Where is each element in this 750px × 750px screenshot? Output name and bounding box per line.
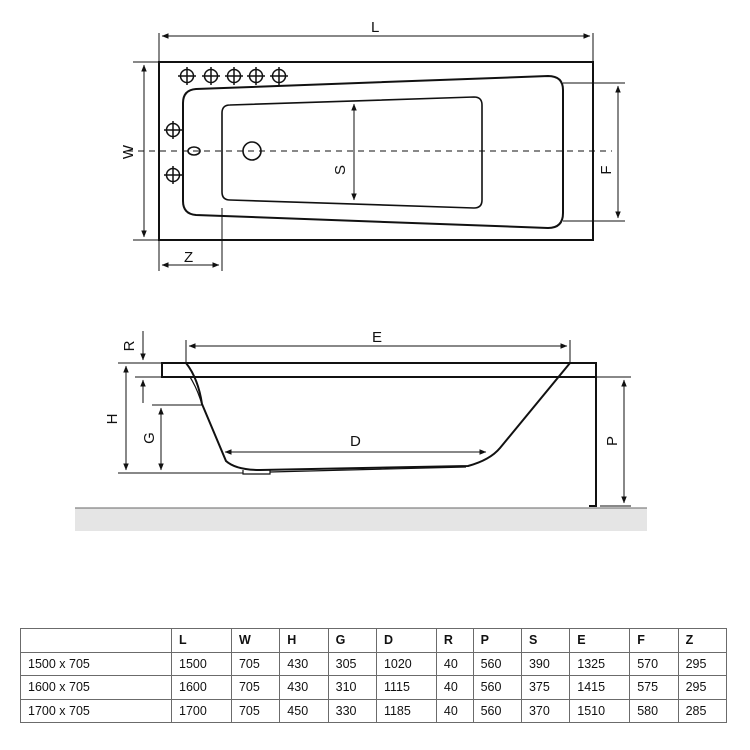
table-cell: 295 [678,676,726,700]
tap-hole-icon [178,67,196,85]
table-cell: 1325 [570,652,630,676]
dimension-l [159,33,593,62]
table-cell: 705 [231,699,279,723]
tap-hole-icon [202,67,220,85]
table-cell: 705 [231,652,279,676]
table-cell: 1185 [376,699,436,723]
dimension-g [152,405,202,470]
table-cell: 580 [630,699,678,723]
table-cell: 330 [328,699,376,723]
table-header-cell: W [231,629,279,653]
table-cell: 1020 [376,652,436,676]
table-header-cell: P [473,629,521,653]
table-cell: 1700 x 705 [21,699,172,723]
dimension-r [135,331,162,403]
table-cell: 305 [328,652,376,676]
table-header-cell: R [436,629,473,653]
label-s: S [332,164,349,176]
table-row [21,676,727,700]
table-header-cell: Z [678,629,726,653]
dimensions-table [20,628,727,723]
table-cell: 560 [473,652,521,676]
table-header-cell: F [630,629,678,653]
top-view [127,33,625,271]
table-cell: 1600 x 705 [21,676,172,700]
floor-surface [75,508,647,531]
table-cell: 560 [473,676,521,700]
table-cell: 1600 [172,676,232,700]
table-cell: 1700 [172,699,232,723]
table-header-cell: H [280,629,328,653]
table-header-cell: D [376,629,436,653]
table-cell: 40 [436,676,473,700]
table-cell: 375 [521,676,569,700]
table-cell: 295 [678,652,726,676]
table-cell: 430 [280,676,328,700]
front-panel [589,377,596,506]
table-row [21,699,727,723]
tub-rim-side [162,363,596,377]
label-w: W [120,144,137,160]
tap-hole-icon [164,166,182,184]
label-p: P [604,435,621,447]
table-row [21,652,727,676]
label-g: G [141,432,158,444]
table-cell: 560 [473,699,521,723]
label-f: F [598,165,615,175]
tap-holes-row [178,67,288,85]
label-l: L [371,19,380,36]
label-h: H [104,413,121,425]
label-r: R [121,340,138,352]
table-header-cell: E [570,629,630,653]
table-cell: 40 [436,652,473,676]
table-header-cell [21,629,172,653]
table-cell: 390 [521,652,569,676]
table-cell: 1115 [376,676,436,700]
label-e: E [372,329,383,346]
tub-body-side [186,363,570,470]
table-cell: 310 [328,676,376,700]
table-header-cell: L [172,629,232,653]
tap-hole-icon [164,121,182,139]
table-cell: 1500 [172,652,232,676]
table-cell: 430 [280,652,328,676]
table-cell: 1510 [570,699,630,723]
side-view-labels [104,329,621,450]
table-cell: 285 [678,699,726,723]
table-cell: 570 [630,652,678,676]
tap-hole-icon [225,67,243,85]
table-header-cell: G [328,629,376,653]
tap-hole-icon [270,67,288,85]
table-header-cell: S [521,629,569,653]
table-cell: 370 [521,699,569,723]
tap-hole-icon [247,67,265,85]
tap-holes-side [164,121,182,184]
table-header-row [21,629,727,653]
table-cell: 705 [231,676,279,700]
top-view-labels [120,19,615,266]
table-cell: 1415 [570,676,630,700]
table-cell: 1500 x 705 [21,652,172,676]
label-d: D [350,433,361,450]
table-cell: 450 [280,699,328,723]
table-cell: 40 [436,699,473,723]
table-cell: 575 [630,676,678,700]
side-view [75,331,647,531]
label-z: Z [184,249,194,266]
